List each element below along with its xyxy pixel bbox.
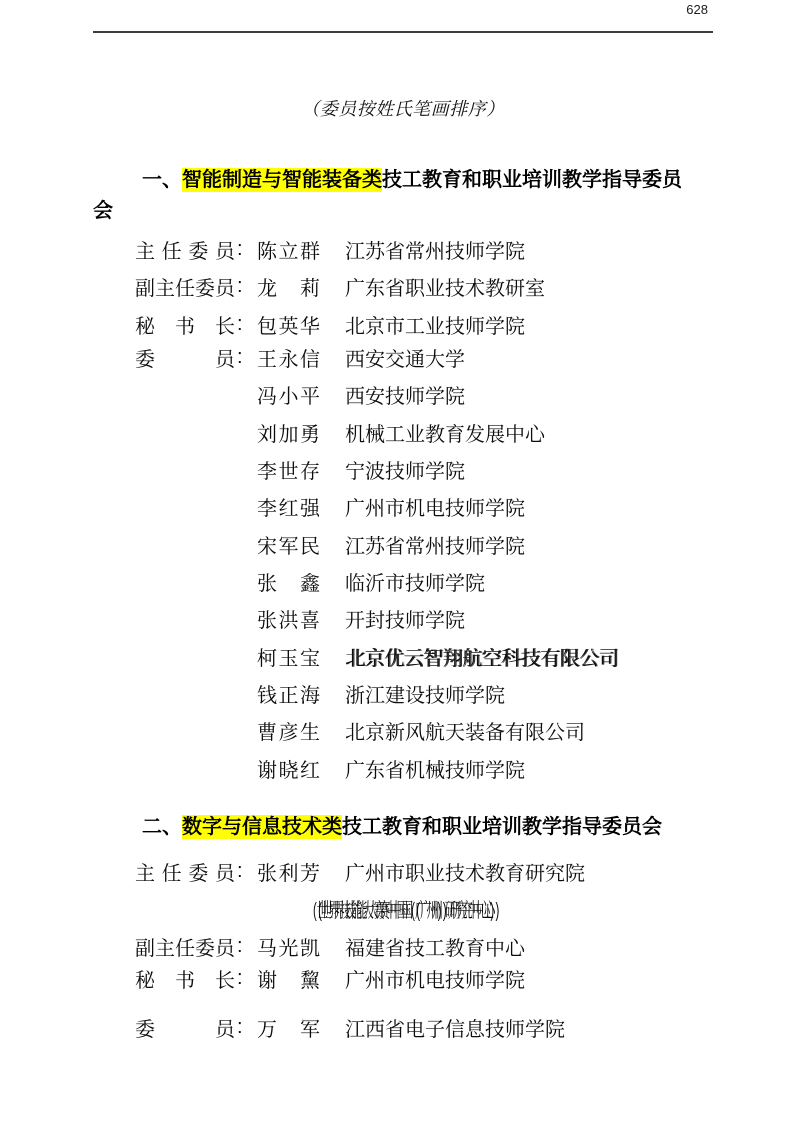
member-row [93, 563, 753, 600]
member-name: 陈立群 [257, 241, 322, 264]
colon: : [237, 238, 243, 261]
member-row [93, 339, 753, 376]
member-name: 包英华 [257, 315, 322, 338]
member-name: 宋军民 [257, 535, 322, 558]
section-2-heading [93, 812, 717, 843]
member-org: 开封技师学院 [345, 610, 465, 633]
member-name: 谢 黧 [257, 970, 322, 993]
section-1-members [93, 339, 753, 787]
member-name: 曹彦生 [257, 722, 322, 745]
page-number: 628 [686, 2, 708, 17]
member-org: 宁波技师学院 [345, 461, 465, 484]
member-row [93, 638, 753, 675]
member-name: 张洪喜 [257, 610, 322, 633]
section-2-highlight: 数字与信息技术类 [182, 816, 342, 838]
member-name: 万 军 [257, 1019, 322, 1042]
colon: : [237, 1016, 243, 1039]
role-label: 秘书长 [135, 970, 235, 993]
officer-row [93, 231, 753, 268]
colon: : [237, 275, 243, 298]
officer-org-continuation-row [93, 890, 753, 927]
officer-row [93, 853, 753, 890]
member-org: 西安技师学院 [345, 386, 465, 409]
member-name: 谢晓红 [257, 759, 322, 782]
member-name: 张利芳 [257, 863, 322, 886]
member-name: 李世存 [257, 461, 322, 484]
member-name: 李红强 [257, 498, 322, 521]
member-org: 机械工业教育发展中心 [345, 423, 545, 446]
member-org: 临沂市技师学院 [345, 573, 485, 596]
member-org: 广州市职业技术教育研究院 [345, 863, 585, 886]
section-1-title-line2: 会 [93, 200, 113, 222]
colon: : [237, 860, 243, 883]
member-org: 北京优云智翔航空科技有限公司 [345, 647, 618, 670]
role-label: 副主任委员 [135, 278, 235, 301]
sort-note-subtitle: （委员按姓氏笔画排序） [301, 99, 505, 119]
role-label: 秘书长 [135, 315, 235, 338]
member-org: 广州市机电技师学院 [345, 970, 525, 993]
section-1-highlight: 智能制造与智能装备类 [182, 169, 382, 191]
member-org: 江西省电子信息技师学院 [345, 1019, 565, 1042]
officer-row [93, 268, 753, 305]
member-row [93, 675, 753, 712]
member-org: 西安交通大学 [345, 349, 465, 372]
role-label: 主任委员 [135, 863, 235, 886]
member-org: 福建省技工教育中心 [345, 937, 525, 960]
member-row [93, 1009, 753, 1046]
colon: : [237, 346, 243, 369]
colon: : [237, 934, 243, 957]
officer-row [93, 306, 753, 343]
member-org: 北京新风航天装备有限公司 [345, 722, 585, 745]
member-name: 马光凯 [257, 937, 322, 960]
member-org: 广东省机械技师学院 [345, 759, 525, 782]
member-row [93, 376, 753, 413]
role-label: 副主任委员 [135, 937, 235, 960]
member-org-secondary: (世界技能大赛中国 (广州) 研究中心) [313, 900, 495, 923]
colon: : [237, 312, 243, 335]
role-label: 委员 [135, 1019, 235, 1042]
member-row [93, 488, 753, 525]
section-1-heading [93, 165, 717, 227]
member-org: 江苏省常州技师学院 [345, 535, 525, 558]
role-label: 委员 [135, 349, 235, 372]
member-org: 江苏省常州技师学院 [345, 241, 525, 264]
member-name: 刘加勇 [257, 423, 322, 446]
member-name: 钱正海 [257, 685, 322, 708]
section-1-rows [93, 231, 753, 787]
member-row [93, 712, 753, 749]
section-2-rows [93, 853, 753, 1047]
section-2-title-line1: 技工教育和职业培训教学指导委员会 [342, 816, 662, 838]
member-row [93, 526, 753, 563]
header-rule [93, 31, 713, 33]
member-org: 广东省职业技术教研室 [345, 278, 545, 301]
officer-row [93, 960, 753, 997]
member-org: 浙江建设技师学院 [345, 685, 505, 708]
member-name: 冯小平 [257, 386, 322, 409]
member-row [93, 750, 753, 787]
colon: : [237, 967, 243, 990]
member-row [93, 600, 753, 637]
section-1-title-line1: 技工教育和职业培训教学指导委员 [382, 169, 682, 191]
section-2-number: 二、 [142, 816, 182, 838]
member-name: 张 鑫 [257, 573, 322, 596]
member-row [93, 451, 753, 488]
member-name: 王永信 [257, 349, 322, 372]
section-1-number: 一、 [142, 169, 182, 191]
member-name: 柯玉宝 [257, 647, 322, 670]
member-name: 龙 莉 [257, 278, 322, 301]
member-org: 广州市机电技师学院 [345, 498, 525, 521]
member-org: 北京市工业技师学院 [345, 315, 525, 338]
role-label: 主任委员 [135, 241, 235, 264]
member-row [93, 414, 753, 451]
